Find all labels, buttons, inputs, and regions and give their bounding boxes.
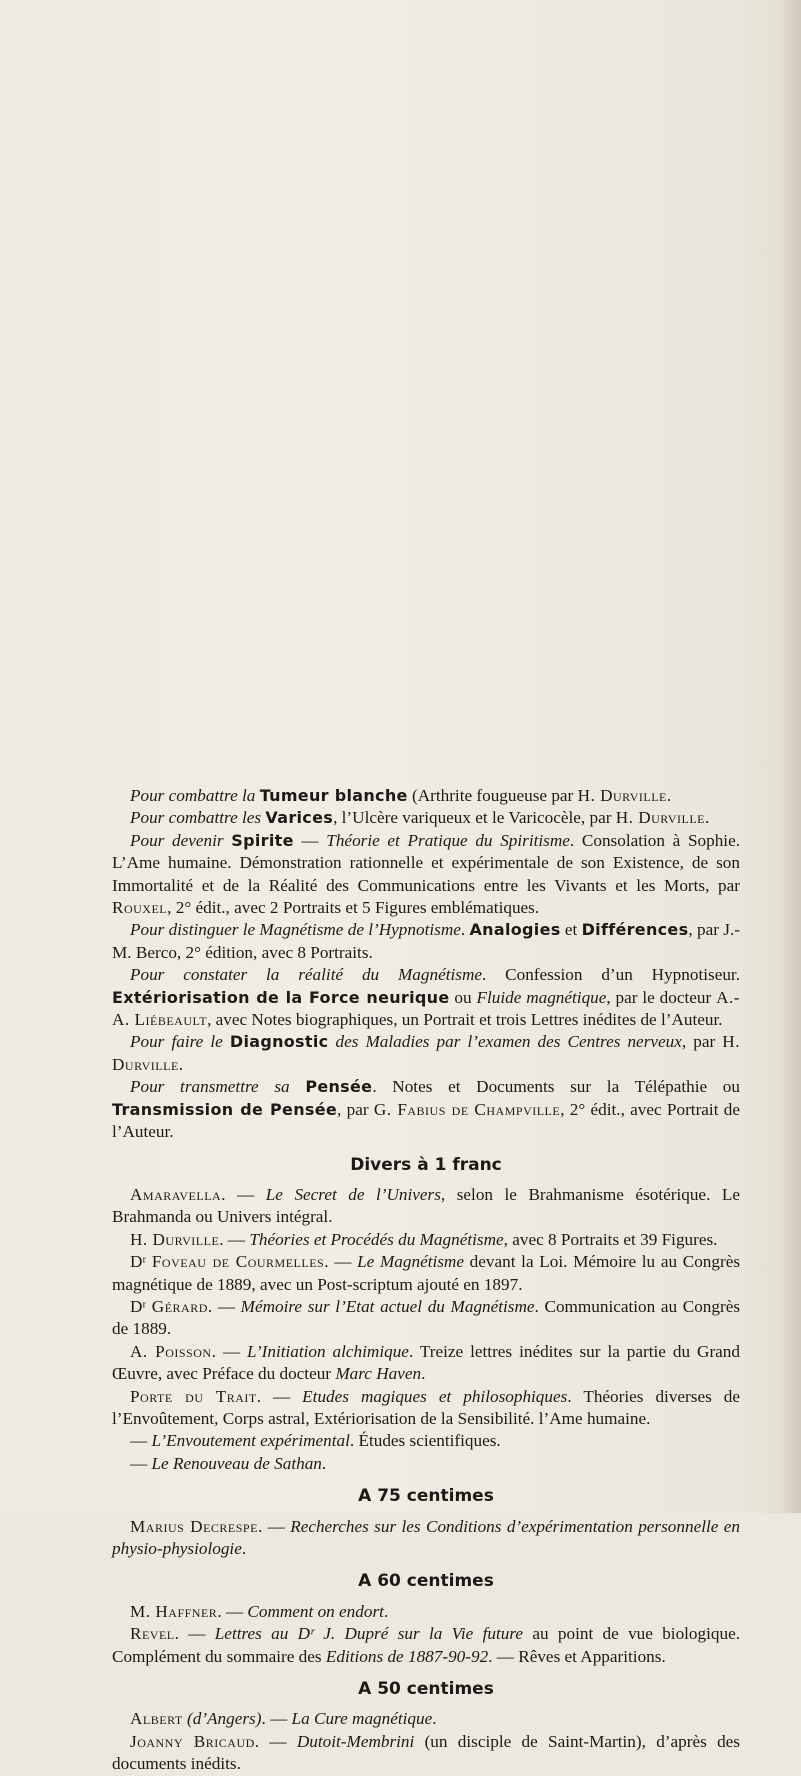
- entry-text: Dʳ: [130, 1296, 152, 1316]
- catalog-entry: [112, 1708, 740, 1730]
- entry-text: (d’Angers): [182, 1709, 262, 1729]
- entry-text: L’Envoutement expérimental: [151, 1431, 350, 1451]
- entry-text: . Treize lettres inédites sur la partie du Grand Œuvre, avec Préface du docteur: [112, 1341, 740, 1384]
- catalog-entry: [112, 1229, 740, 1251]
- entry-text: Foveau de Courmelles: [151, 1252, 325, 1272]
- entry-text: . —: [254, 1731, 297, 1751]
- entry-text: . —: [221, 1184, 266, 1204]
- entry-text: Dutoit-Membrini: [296, 1731, 415, 1751]
- entry-text: Fluide magnétique: [476, 987, 607, 1007]
- catalog-entry: [112, 1623, 740, 1668]
- entry-text: H. Durville: [615, 808, 705, 828]
- entry-text: . — Rêves et Apparitions.: [488, 1646, 666, 1666]
- entry-text: Le Secret de l’Univers: [265, 1184, 441, 1204]
- entry-text: Dʳ: [130, 1252, 152, 1272]
- entry-text: Rouxel: [112, 898, 168, 918]
- heading-divers-1-franc: Divers à 1 franc: [350, 1154, 502, 1175]
- entry-text: Varices: [265, 808, 334, 828]
- entries-75-centimes: [112, 1516, 740, 1561]
- entry-text: G. Fabius de Champville: [373, 1099, 561, 1119]
- page-edge-shadow: [779, 0, 801, 1513]
- entry-text: . —: [174, 1624, 215, 1644]
- entry-text: —: [130, 1431, 152, 1451]
- entry-text: .: [460, 920, 470, 940]
- entry-text: , par J.-M. Berco, 2° édition, avec 8 Portraits.: [112, 920, 740, 962]
- entry-text: devant la Loi. Mémoire lu au Congrès magnétique de 1889, avec un Post-scriptum ajouté en 1897.: [112, 1252, 741, 1294]
- catalog-entry: [112, 830, 740, 920]
- heading-50-centimes: A 50 centimes: [358, 1679, 494, 1700]
- entry-text: M. Haffner: [130, 1601, 218, 1621]
- entry-text: —: [130, 1453, 152, 1473]
- entry-text: Pour transmettre sa: [130, 1077, 306, 1097]
- entry-text: Comment on endort: [247, 1601, 384, 1621]
- entry-text: . —: [211, 1341, 247, 1361]
- entry-text: Amaravella: [130, 1184, 222, 1204]
- catalog-entry: [112, 785, 740, 807]
- entry-text: .: [705, 808, 710, 828]
- entry-text: La Cure magnétique: [291, 1709, 433, 1729]
- entry-text: , l’Ulcère variqueux et le Varicocèle, par: [333, 808, 616, 828]
- entry-text: .: [383, 1601, 389, 1621]
- catalog-entry: [112, 1031, 740, 1076]
- entry-text: Albert: [130, 1709, 183, 1729]
- entry-text: .: [178, 1054, 184, 1074]
- entry-text: Marc Haven: [335, 1364, 422, 1384]
- entry-text: , par le docteur: [606, 987, 717, 1007]
- entry-text: ou: [449, 987, 477, 1007]
- entry-text: (Arthrite fougueuse par: [407, 786, 578, 805]
- entry-text: H. Durville: [130, 1229, 220, 1249]
- entry-text: Tumeur blanche: [259, 786, 408, 805]
- entry-text: au point de vue biologique. Complément du sommaire des: [112, 1624, 741, 1666]
- entry-text: Marius Decrespe: [130, 1516, 258, 1536]
- entry-text: Différences: [581, 920, 689, 940]
- catalog-entry: [112, 1296, 740, 1341]
- entries-60-centimes: [112, 1601, 740, 1668]
- entry-text: et: [560, 920, 582, 940]
- entry-text: , avec 8 Portraits et 39 Figures.: [503, 1229, 718, 1249]
- entry-text: Spirite: [231, 830, 294, 850]
- entry-text: . —: [256, 1386, 303, 1406]
- catalog-entry: [112, 919, 740, 964]
- entry-text: .: [421, 1364, 426, 1384]
- entry-text: . —: [257, 1516, 291, 1536]
- catalog-entry: [112, 1341, 740, 1386]
- entry-text: , 2° édit., avec 2 Portraits et 5 Figures emblématiques.: [167, 898, 540, 918]
- heading-60-centimes: A 60 centimes: [358, 1571, 494, 1592]
- entry-text: . —: [324, 1252, 358, 1272]
- entry-text: Gérard: [151, 1296, 208, 1316]
- catalog-entry: [112, 1386, 740, 1431]
- catalog-entry: [112, 807, 740, 829]
- entry-text: Revel: [130, 1624, 175, 1644]
- catalog-entry: [112, 1430, 740, 1452]
- entries-1-franc: [112, 1184, 740, 1475]
- entry-text: Mémoire sur l’Etat actuel du Magnétisme: [240, 1296, 535, 1316]
- entry-text: Pour faire le: [130, 1032, 230, 1052]
- entry-text: .: [321, 1453, 327, 1473]
- entry-text: —: [293, 830, 327, 850]
- catalog-entry: [112, 1731, 740, 1776]
- heading-75-centimes: A 75 centimes: [358, 1486, 494, 1507]
- entry-text: . —: [261, 1709, 292, 1729]
- entry-text: Joanny Bricaud: [130, 1731, 255, 1751]
- entry-text: A.-A. Liébeault: [112, 987, 741, 1030]
- entry-text: . Théories diverses de l’Envoûtement, Corps astral, Extériorisation de la Sensibilité. l’Ame humaine.: [112, 1386, 740, 1428]
- catalog-entry: [112, 1453, 740, 1475]
- entry-text: Le Renouveau de Sathan: [151, 1453, 322, 1473]
- entry-text: . —: [217, 1601, 248, 1621]
- entry-text: , 2° édit., avec Portrait de l’Auteur.: [112, 1099, 740, 1142]
- entry-text: . Communication au Congrès de 1889.: [112, 1296, 741, 1339]
- entry-text: Editions de 1887-90-92: [325, 1646, 489, 1666]
- entry-text: , par: [337, 1099, 374, 1119]
- entry-text: H. Durville: [112, 1032, 740, 1074]
- catalog-entry: [112, 1601, 740, 1623]
- catalog-entry: [112, 1251, 740, 1296]
- entry-text: . —: [207, 1296, 241, 1316]
- entry-text: Pensée: [305, 1077, 373, 1097]
- entry-text: A. Poisson: [130, 1341, 212, 1361]
- entry-text: Pour combattre les: [130, 808, 266, 828]
- entry-text: Etudes magiques et philosophiques: [302, 1386, 568, 1406]
- entry-text: . Études scientifiques.: [349, 1431, 501, 1451]
- catalog-entry: [112, 1184, 740, 1229]
- entry-text: , avec Notes biographiques, un Portrait et trois Lettres inédites de l’Auteur.: [207, 1010, 723, 1030]
- entry-text: Diagnostic: [229, 1032, 329, 1052]
- entry-text: . Confession d’un Hypnotiseur.: [482, 965, 740, 985]
- entry-text: Extériorisation de la Force neurique: [112, 987, 450, 1007]
- entry-text: Porte du Trait: [130, 1386, 257, 1406]
- entry-text: H. Durville: [577, 786, 667, 805]
- entry-text: . Consolation à Sophie. L’Ame humaine. Démonstration rationnelle et expérimentale de son Existence, de son Immortalité et de la Réalité des Communications entre les Vivants et les Morts, par: [112, 830, 741, 895]
- entry-text: .: [666, 786, 672, 805]
- entry-text: Recherches sur les Conditions d’expérimentation personnelle en physio-physiologie: [112, 1516, 741, 1558]
- entries-50-centimes: [112, 1708, 740, 1775]
- entry-text: .: [241, 1539, 247, 1558]
- catalog-entry: [112, 1076, 740, 1143]
- entries-pour: [112, 785, 740, 1144]
- entry-text: (un disciple de Saint-Martin), d’après des documents inédits.: [112, 1731, 740, 1774]
- entry-text: Analogies: [469, 920, 561, 940]
- entry-text: , par: [681, 1032, 723, 1052]
- entry-text: Transmission de Pensée: [112, 1099, 338, 1119]
- entry-text: , selon le Brahmanisme ésotérique. Le Brahmanda ou Univers intégral.: [112, 1184, 741, 1227]
- catalog-text: [112, 785, 740, 1776]
- entry-text: Théorie et Pratique du Spiritisme: [326, 830, 570, 850]
- entry-text: Théories et Procédés du Magnétisme: [249, 1229, 504, 1249]
- entry-text: . —: [219, 1229, 250, 1249]
- entry-text: . Notes et Documents sur la Télépathie ou: [372, 1077, 740, 1097]
- entry-text: Pour distinguer le Magnétisme de l’Hypnotisme: [130, 920, 461, 940]
- entry-text: Pour constater la réalité du Magnétisme: [130, 965, 482, 985]
- entry-text: Pour combattre la: [130, 786, 260, 805]
- entry-text: Le Magnétisme: [357, 1252, 464, 1272]
- entry-text: Pour devenir: [130, 830, 232, 850]
- entry-text: des Maladies par l’examen des Centres nerveux: [328, 1032, 682, 1052]
- entry-text: Lettres au Dʳ J. Dupré sur la Vie future: [214, 1624, 524, 1644]
- entry-text: L’Initiation alchimique: [246, 1341, 409, 1361]
- entry-text: .: [432, 1709, 437, 1729]
- catalog-entry: [112, 964, 740, 1031]
- catalog-entry: [112, 1516, 740, 1561]
